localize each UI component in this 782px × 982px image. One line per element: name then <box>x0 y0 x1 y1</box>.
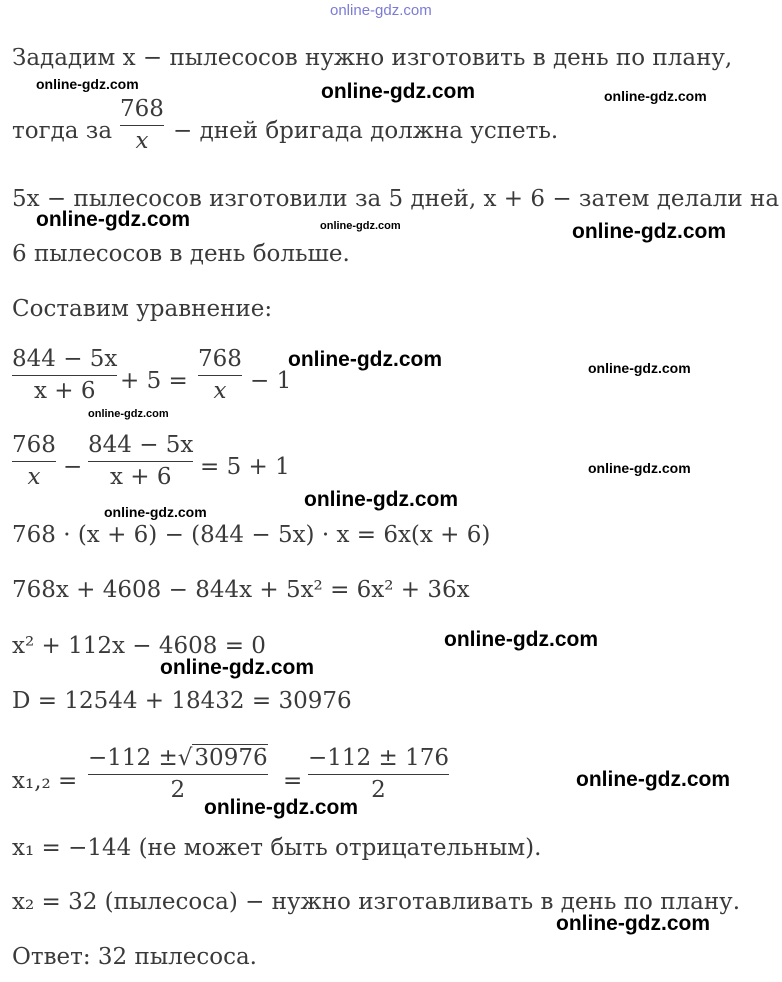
eq7-equals: = <box>283 768 303 794</box>
fraction-bar <box>88 461 193 462</box>
eq1-fraction-1 <box>12 345 117 405</box>
text-line-1: Зададим x − пылесосов нужно изготовить в день по плану, <box>12 45 733 71</box>
denominator: 2 <box>170 777 186 804</box>
eq1-fraction-2 <box>198 345 242 405</box>
numerator: −112 ± 176 <box>308 745 449 771</box>
watermark-top: online-gdz.com <box>330 2 432 19</box>
denominator: 2 <box>371 777 386 804</box>
watermark: online-gdz.com <box>572 220 726 243</box>
eq8: x₁ = −144 (не может быть отрицательным). <box>12 835 542 861</box>
watermark: online-gdz.com <box>88 408 169 420</box>
fraction-bar <box>12 461 56 462</box>
eq3: 768 · (x + 6) − (844 − 5x) · x = 6x(x + 6) <box>12 522 491 548</box>
radicand: 30976 <box>194 745 268 771</box>
text-line-3: 5x − пылесосов изготовили за 5 дней, x + 6 − затем делали на <box>12 186 780 212</box>
watermark: online-gdz.com <box>160 656 314 679</box>
fraction-bar <box>308 774 449 775</box>
watermark: online-gdz.com <box>288 348 442 371</box>
eq4: 768x + 4608 − 844x + 5x² = 6x² + 36x <box>12 577 470 603</box>
watermark: online-gdz.com <box>576 768 730 791</box>
text-line-5: Составим уравнение: <box>12 296 273 322</box>
denominator: x <box>135 128 149 155</box>
sqrt-icon: √ <box>177 745 193 771</box>
watermark: online-gdz.com <box>444 628 598 651</box>
denominator: x <box>27 464 41 491</box>
watermark: online-gdz.com <box>204 796 358 819</box>
text-line-2-pre: тогда за <box>12 118 113 144</box>
eq2-minus: − <box>63 454 83 480</box>
numerator-prefix: −112 ± <box>88 745 178 771</box>
numerator: 768 <box>12 432 56 458</box>
denominator: x + 6 <box>33 378 96 405</box>
eq6: D = 12544 + 18432 = 30976 <box>12 688 352 714</box>
watermark: online-gdz.com <box>588 360 691 376</box>
watermark: online-gdz.com <box>36 208 190 231</box>
numerator: 768 <box>198 346 242 372</box>
answer-line: Ответ: 32 пылесоса. <box>12 944 257 970</box>
watermark: online-gdz.com <box>36 76 139 92</box>
watermark: online-gdz.com <box>556 912 710 935</box>
eq1-end: − 1 <box>250 368 292 394</box>
eq2-fraction-1 <box>12 431 56 491</box>
numerator: 844 − 5x <box>88 432 194 458</box>
eq2-end: = 5 + 1 <box>200 454 290 480</box>
eq1-mid: + 5 = <box>120 368 188 394</box>
denominator: x + 6 <box>109 464 172 491</box>
watermark: online-gdz.com <box>304 488 458 511</box>
watermark: online-gdz.com <box>321 80 475 103</box>
watermark: online-gdz.com <box>604 88 707 104</box>
fraction-bar <box>120 125 164 126</box>
denominator: x <box>213 378 227 405</box>
watermark: online-gdz.com <box>104 504 207 520</box>
numerator: 844 − 5x <box>12 346 118 372</box>
eq9: x₂ = 32 (пылесоса) − нужно изготавливать в день по плану. <box>12 889 741 915</box>
fraction-bar <box>88 774 268 775</box>
fraction-bar <box>198 375 242 376</box>
eq5: x² + 112x − 4608 = 0 <box>12 633 266 659</box>
text-line-4: 6 пылесосов в день больше. <box>12 241 350 267</box>
fraction-768-x <box>120 95 164 155</box>
watermark: online-gdz.com <box>588 460 691 476</box>
numerator <box>88 744 268 772</box>
eq7-lhs: x₁,₂ = <box>12 768 78 794</box>
watermark: online-gdz.com <box>320 220 401 232</box>
text-line-2-post: − дней бригада должна успеть. <box>173 118 559 144</box>
eq2-fraction-2 <box>88 431 193 491</box>
numerator: 768 <box>120 96 164 122</box>
fraction-bar <box>12 375 117 376</box>
